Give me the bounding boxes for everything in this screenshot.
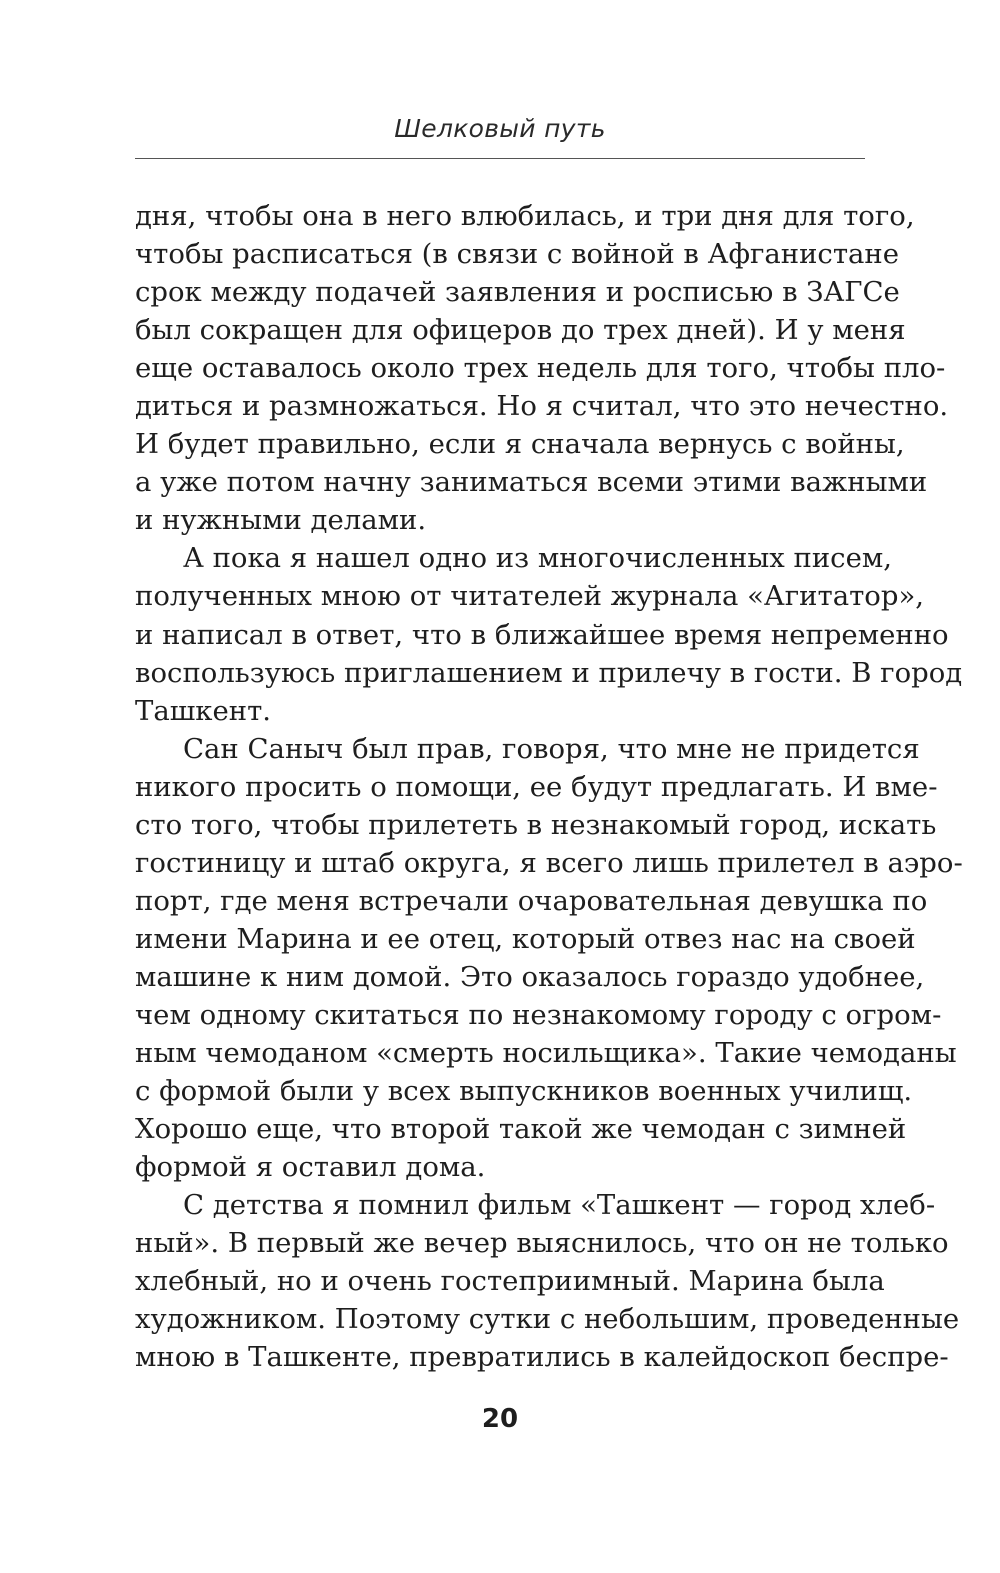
text-line: порт, где меня встречали очаровательная девушка по	[135, 884, 928, 917]
text-line: никого просить о помощи, ее будут предлагать. И вме-	[135, 770, 938, 803]
text-line: с формой были у всех выпускников военных училищ.	[135, 1075, 913, 1108]
text-line: сто того, чтобы прилететь в незнакомый город, искать	[135, 808, 937, 841]
text-line: чем одному скитаться по незнакомому городу с огром-	[135, 998, 942, 1031]
paragraph	[135, 197, 949, 539]
header-rule	[135, 158, 865, 159]
text-line: ным чемоданом «смерть носильщика». Такие чемоданы	[135, 1037, 957, 1070]
text-line: срок между подачей заявления и росписью в ЗАГСе	[135, 276, 900, 309]
paragraph	[135, 730, 963, 1187]
text-line: имени Марина и ее отец, который отвез нас на своей	[135, 922, 916, 955]
running-head: Шелковый путь	[394, 114, 606, 143]
text-line: машине к ним домой. Это оказалось гораздо удобнее,	[135, 960, 925, 993]
text-line: А пока я нашел одно из многочисленных писем,	[183, 542, 892, 575]
text-line: полученных мною от читателей журнала «Агитатор»,	[135, 580, 925, 613]
body-text	[135, 197, 963, 1376]
text-line: воспользуюсь приглашением и прилечу в гости. В город	[135, 656, 963, 689]
text-line: Сан Саныч был прав, говоря, что мне не придется	[183, 732, 920, 765]
text-line: формой я оставил дома.	[135, 1151, 486, 1184]
text-line: чтобы расписаться (в связи с войной в Афганистане	[135, 238, 900, 271]
text-line: Ташкент.	[135, 694, 272, 727]
text-line: диться и размножаться. Но я считал, что это нечестно.	[135, 390, 949, 423]
text-line: хлебный, но и очень гостеприимный. Марина была	[135, 1265, 885, 1298]
text-line: был сокращен для офицеров до трех дней). И у меня	[135, 314, 906, 347]
text-line: гостиницу и штаб округа, я всего лишь прилетел в аэро-	[135, 846, 963, 879]
text-line: и написал в ответ, что в ближайшее время непременно	[135, 618, 949, 651]
text-line: И будет правильно, если я сначала вернусь с войны,	[135, 428, 905, 461]
text-line: и нужными делами.	[135, 504, 427, 537]
page-number: 20	[481, 1404, 519, 1434]
text-line: ный». В первый же вечер выяснилось, что он не только	[135, 1227, 949, 1260]
paragraph	[135, 539, 963, 729]
text-line: С детства я помнил фильм «Ташкент — город хлеб-	[183, 1189, 936, 1222]
paragraph	[135, 1186, 960, 1376]
text-line: дня, чтобы она в него влюбилась, и три дня для того,	[135, 200, 915, 232]
text-line: а уже потом начну заниматься всеми этими важными	[135, 466, 928, 499]
text-line: мною в Ташкенте, превратились в калейдоскоп беспре-	[135, 1341, 949, 1374]
text-line: еще оставалось около трех недель для того, чтобы пло-	[135, 352, 946, 385]
text-line: Хорошо еще, что второй такой же чемодан с зимней	[135, 1113, 907, 1146]
text-line: художником. Поэтому сутки с небольшим, проведенные	[135, 1303, 960, 1336]
